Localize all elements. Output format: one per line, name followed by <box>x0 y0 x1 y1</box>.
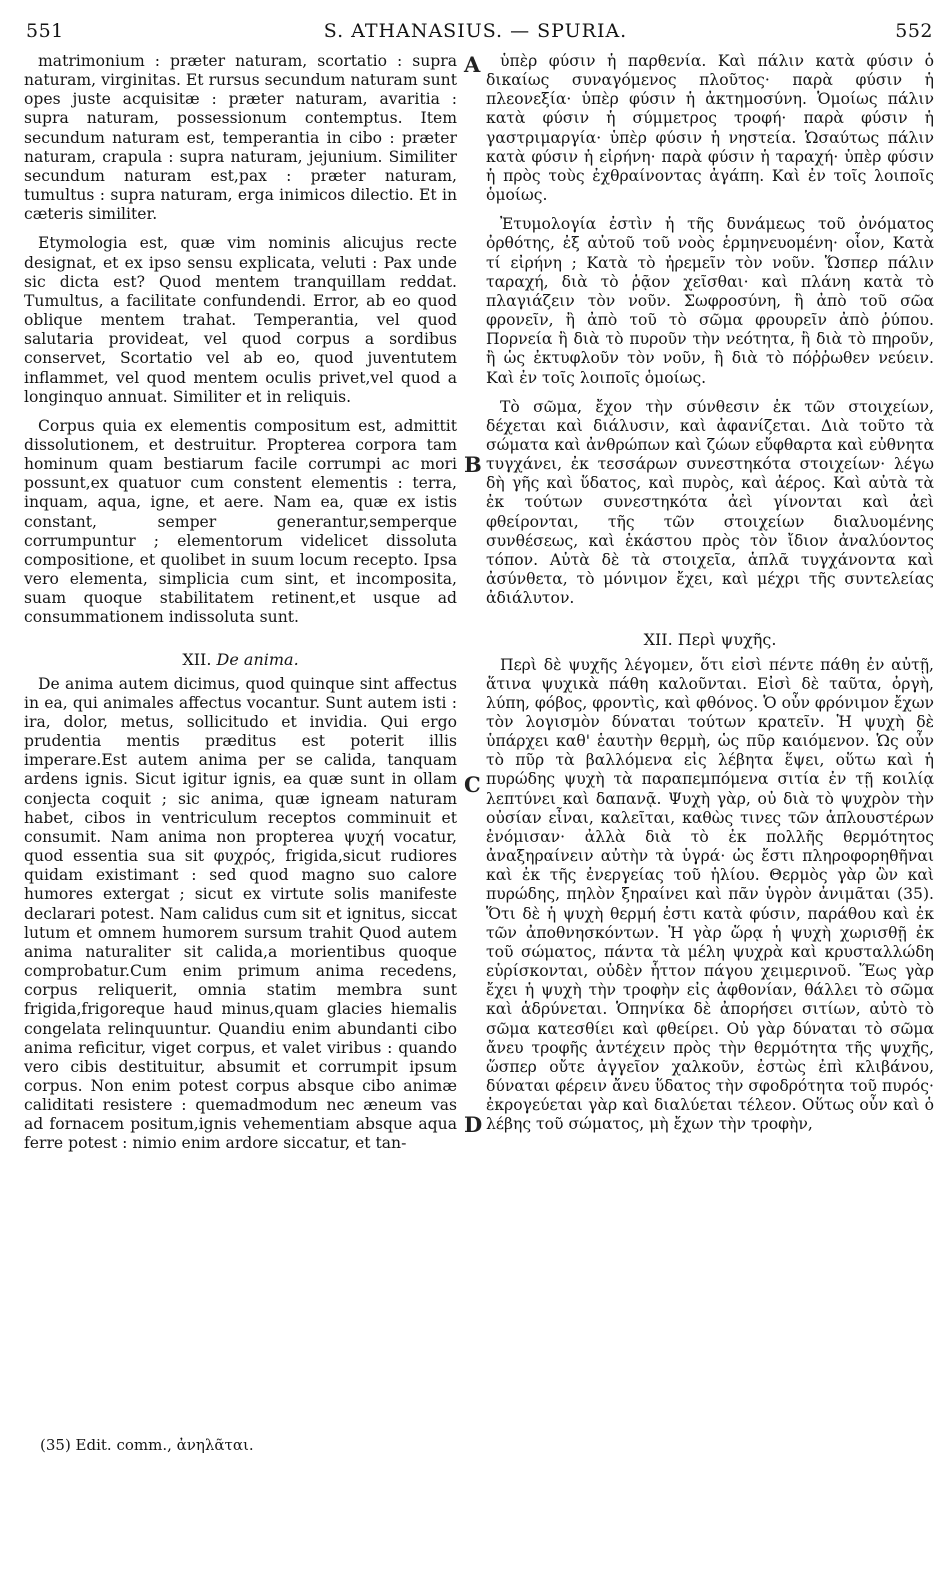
margin-letter-b: B <box>464 452 482 477</box>
margin-letter-c: C <box>464 772 481 797</box>
latin-column <box>24 52 457 1154</box>
running-title: S. ATHANASIUS. — SPURIA. <box>323 20 628 42</box>
greek-paragraph: Ἐτυμολογία ἐστὶν ἡ τῆς δυνάμεως τοῦ ὀνόματος ὀρθότης, ἐξ αὐτοῦ τοῦ νοὸς ἑρμηνευομένη· οἷον, Κατὰ τί εἰρήνη ; Κατὰ τὸ ἠρεμεῖν τὸν νοῦν. Ὥσπερ πάλιν ταραχή, διὰ τὸ ῥᾷον χεῖσθαι· καὶ πλάνη κατὰ τὸ πλαγιάζειν τὸν νοῦν. Σωφροσύνη, ἢ ἀπὸ τοῦ σῶα φρονεῖν, ἢ ἀπὸ τοῦ τὸ σῶμα φρουρεῖν ἀπὸ ῥύπου. Πορνεία ἢ διὰ τὸ πυροῦν τὴν νεότητα, ἢ διὰ τὸ πηροῦν, ἢ ὡς ἐκτυφλοῦν τὸν νοῦν, ἢ διὰ τὸ πόῤῥωθεν νεύειν. Καὶ ἐν τοῖς λοιποῖς ὁμοίως. <box>486 215 934 387</box>
running-header <box>0 0 951 50</box>
margin-letter-a: A <box>464 52 481 77</box>
latin-paragraph: matrimonium : præter naturam, scortatio : supra naturam, virginitas. Et rursus secundum naturam sunt opes juste acquisitæ : præter naturam, avaritia : supra naturam, possessionum contemptus. Item secundum naturam est, temperantia in cibo : præter naturam, crapula : supra naturam, jejunium. Similiter secundum naturam est,pax : præter naturam, tumultus : supra naturam, erga inimicos dilectio. Et in cæteris similiter. <box>24 52 457 224</box>
greek-paragraph: ὑπὲρ φύσιν ἡ παρθενία. Καὶ πάλιν κατὰ φύσιν ὁ δικαίως συναγόμενος πλοῦτος· παρὰ φύσιν ἡ πλεονεξία· ὑπὲρ φύσιν ἡ ἀκτημοσύνη. Ὁμοίως πάλιν κατὰ φύσιν ἡ σύμμετρος τροφή· παρὰ φύσιν ἡ γαστριμαργία· ὑπὲρ φύσιν ἡ νηστεία. Ὡσαύτως πάλιν κατὰ φύσιν ἡ εἰρήνη· παρὰ φύσιν ἡ ταραχή· ὑπὲρ φύσιν ἡ πρὸς τοὺς ἐχθραίνοντας ἀγάπη. Καὶ ἐν τοῖς λοιποῖς ὁμοίως. <box>486 52 934 205</box>
latin-section-number: XII. <box>182 649 212 669</box>
greek-paragraph: Περὶ δὲ ψυχῆς λέγομεν, ὅτι εἰσὶ πέντε πάθη ἐν αὐτῇ, ἅτινα ψυχικὰ πάθη καλοῦνται. Εἰσὶ δὲ ταῦτα, ὀργὴ, λύπη, φόβος, φροντὶς, καὶ φθόνος. Ὁ οὖν φρόνιμον ἔχων τὸν λογισμὸν δύναται τούτων κρατεῖν. Ἡ ψυχὴ δὲ ὑπάρχει καθ' ἑαυτὴν θερμὴ, ὡς πῦρ καιόμενον. Ὡς οὖν τὸ πῦρ τὰ βαλλόμενα εἰς λέβητα ἕψει, οὕτω καὶ ἡ πυρώδης ψυχὴ τὰ παραπεμπόμενα σιτία ἐν τῇ κοιλίᾳ λεπτύνει καὶ δαπανᾷ. Ψυχὴ γὰρ, οὐ διὰ τὸ ψυχρὸν τὴν οὐσίαν εἶναι, καλεῖται, καθὼς τινες τῶν ἁπλουστέρων ἐνόμισαν· ἀλλὰ διὰ τὸ ἐκ πολλῆς θερμότητος ἀναξηραίνειν αὐτὴν τὰ ὑγρά· ὡς ἔστι πληροφορηθῆναι καὶ ἐκ τῆς ἐνεργείας τοῦ ἡλίου. Θερμὸς γὰρ ὢν καὶ πυρώδης, πηλὸν ξηραίνει καὶ πᾶν ὑγρὸν ἀνιμᾶται (35). Ὅτι δὲ ἡ ψυχὴ θερμή ἐστι κατὰ φύσιν, παράθου καὶ ἐκ τῶν ἀποθνησκόντων. Ἡ γὰρ ὥρᾳ ἡ ψυχὴ χωρισθῇ ἐκ τοῦ σώματος, πάντα τὰ μέλη ψυχρὰ καὶ κρυσταλλώδη εὑρίσκονται, οὐδὲν ἧττον πάγου χειμερινοῦ. Ἕως γὰρ ἔχει ἡ ψυχὴ τὴν τροφὴν εἰς ἀφθονίαν, θάλλει τὸ σῶμα καὶ ἁδρύνεται. Ὁπηνίκα δὲ ἀπορήσει σιτίων, αὐτὸ τὸ σῶμα κατεσθίει καὶ φθείρει. Οὐ γὰρ δύναται τὸ σῶμα ἄνευ τροφῆς ἀντέχειν πρὸς τὴν θερμότητα τῆς ψυχῆς, ὥσπερ οὔτε ἀγγεῖον χαλκοῦν, ἐστὼς ἐπὶ κλιβάνου, δύναται φέρειν ἄνευ ὕδατος τὴν σφοδρότητα τοῦ πυρός· ἐκρογεύεται γὰρ καὶ διαλύεται τέλεον. Οὕτως οὖν καὶ ὁ λέβης τοῦ σώματος, μὴ ἔχων τὴν τροφὴν, <box>486 655 934 1134</box>
latin-paragraph: De anima autem dicimus, quod quinque sint affectus in ea, qui animales affectus vocantur. Sunt autem isti : ira, dolor, metus, sollicitudo et invidia. Qui ergo prudentia mentis præditus est poterit illis imperare.Est autem anima per se calida, tanquam ardens ignis. Sicut igitur ignis, ea quæ sunt in ollam conjecta coquit ; sic anima, quæ igneam naturam habet, cibos in ventriculum receptos comminuit et consumit. Nam anima non propterea ψυχή vocatur, quod essentia sua sit φυχρός, frigida,sicut rudiores quidam existimant : sed quod magno suo calore humores extergat ; sicut ex virtute solis manifeste declarari potest. Nam calidus cum sit et ignitus, siccat lutum et omnem humorem sursum trahit Quod autem anima naturaliter sit calida,a morientibus quoque comprobatur.Cum enim primum anima recedens, corpus reliquerit, omnia statim membra sunt frigida,frigoreque haud minus,quam glacies hiemalis congelata relinquuntur. Quandiu enim abundanti cibo anima reficitur, viget corpus, et valet viribus : quando vero cibis destituitur, absumit et corrumpit ipsum corpus. Non enim potest corpus absque cibo animæ caliditati resistere : quemadmodum nec æneum vas ad fornacem positum,ignis vehementiam absque aqua ferre potest : nimio enim ardore siccatur, et tan- <box>24 674 457 1153</box>
greek-column <box>486 52 934 1134</box>
latin-paragraph: Etymologia est, quæ vim nominis alicujus recte designat, et ex ipso sensu explicata, veluti : Pax unde sic dicta est? Quod mentem tranquillam reddat. Tumultus, a facilitate confundendi. Error, ab eo quod oblique mentem trahat. Temperantia, vel quod salutaria provideat, vel quod corpus a sordibus conservet, Scortatio vel ab eo, quod juventutem inflammet, vel quod mentem oculis privet,vel quod a longinquo annuat. Similiter et in reliquis. <box>24 234 457 406</box>
latin-paragraph: Corpus quia ex elementis compositum est, admittit dissolutionem, et destruitur. Propterea corpora tam hominum quam bestiarum facile corrumpi ac mori possunt,ex quatuor cum constent elementis : terra, inquam, aqua, igne, et aere. Nam ea, quæ ex istis constant, semper generantur,semperque corrumpuntur ; elementorum videlicet dissoluta compositione, et quolibet in suum locum recepto. Ipsa vero elementa, simplicia cum sint, et incomposita, suam quoque stabilitatem retinent,et usque ad consummationem indissoluta sunt. <box>24 416 457 627</box>
footnote: (35) Edit. comm., ἀνηλᾶται. <box>40 1436 254 1454</box>
greek-paragraph: Τὸ σῶμα, ἔχον τὴν σύνθεσιν ἐκ τῶν στοιχείων, δέχεται καὶ διάλυσιν, καὶ ἀφανίζεται. Διὰ τοῦτο τὰ σώματα καὶ ἀνθρώπων καὶ ζώων εὔφθαρτα καὶ εὐθνητα τυγχάνει, ἐκ τεσσάρων συνεστηκότα στοιχείων· λέγω δὴ γῆς καὶ ὕδατος, καὶ πυρὸς, καὶ ἀέρος. Καὶ αὐτὰ τὰ ἐκ τούτων συνεστηκότα ἀεὶ γίνονται καὶ ἀεὶ φθείρονται, τῆς τῶν στοιχείων διαλυομένης συνθέσεως, καὶ ἑκάστου πρὸς τὸν ἴδιον ἀναλύοντος τόπον. Αὐτὰ δὲ τὰ στοιχεῖα, ἁπλᾶ τυγχάνοντα καὶ ἀσύνθετα, τὸ μόνιμον ἔχει, καὶ μέχρι τῆς συντελείας ἀδιάλυτον. <box>486 397 934 608</box>
page-number-left: 551 <box>26 20 64 42</box>
greek-section-heading: XII. Περὶ ψυχῆς. <box>643 630 777 650</box>
latin-section-heading <box>24 650 457 669</box>
page-number-right: 552 <box>895 20 933 42</box>
latin-section-title: De anima. <box>216 649 299 669</box>
margin-letter-d: D <box>464 1112 483 1137</box>
